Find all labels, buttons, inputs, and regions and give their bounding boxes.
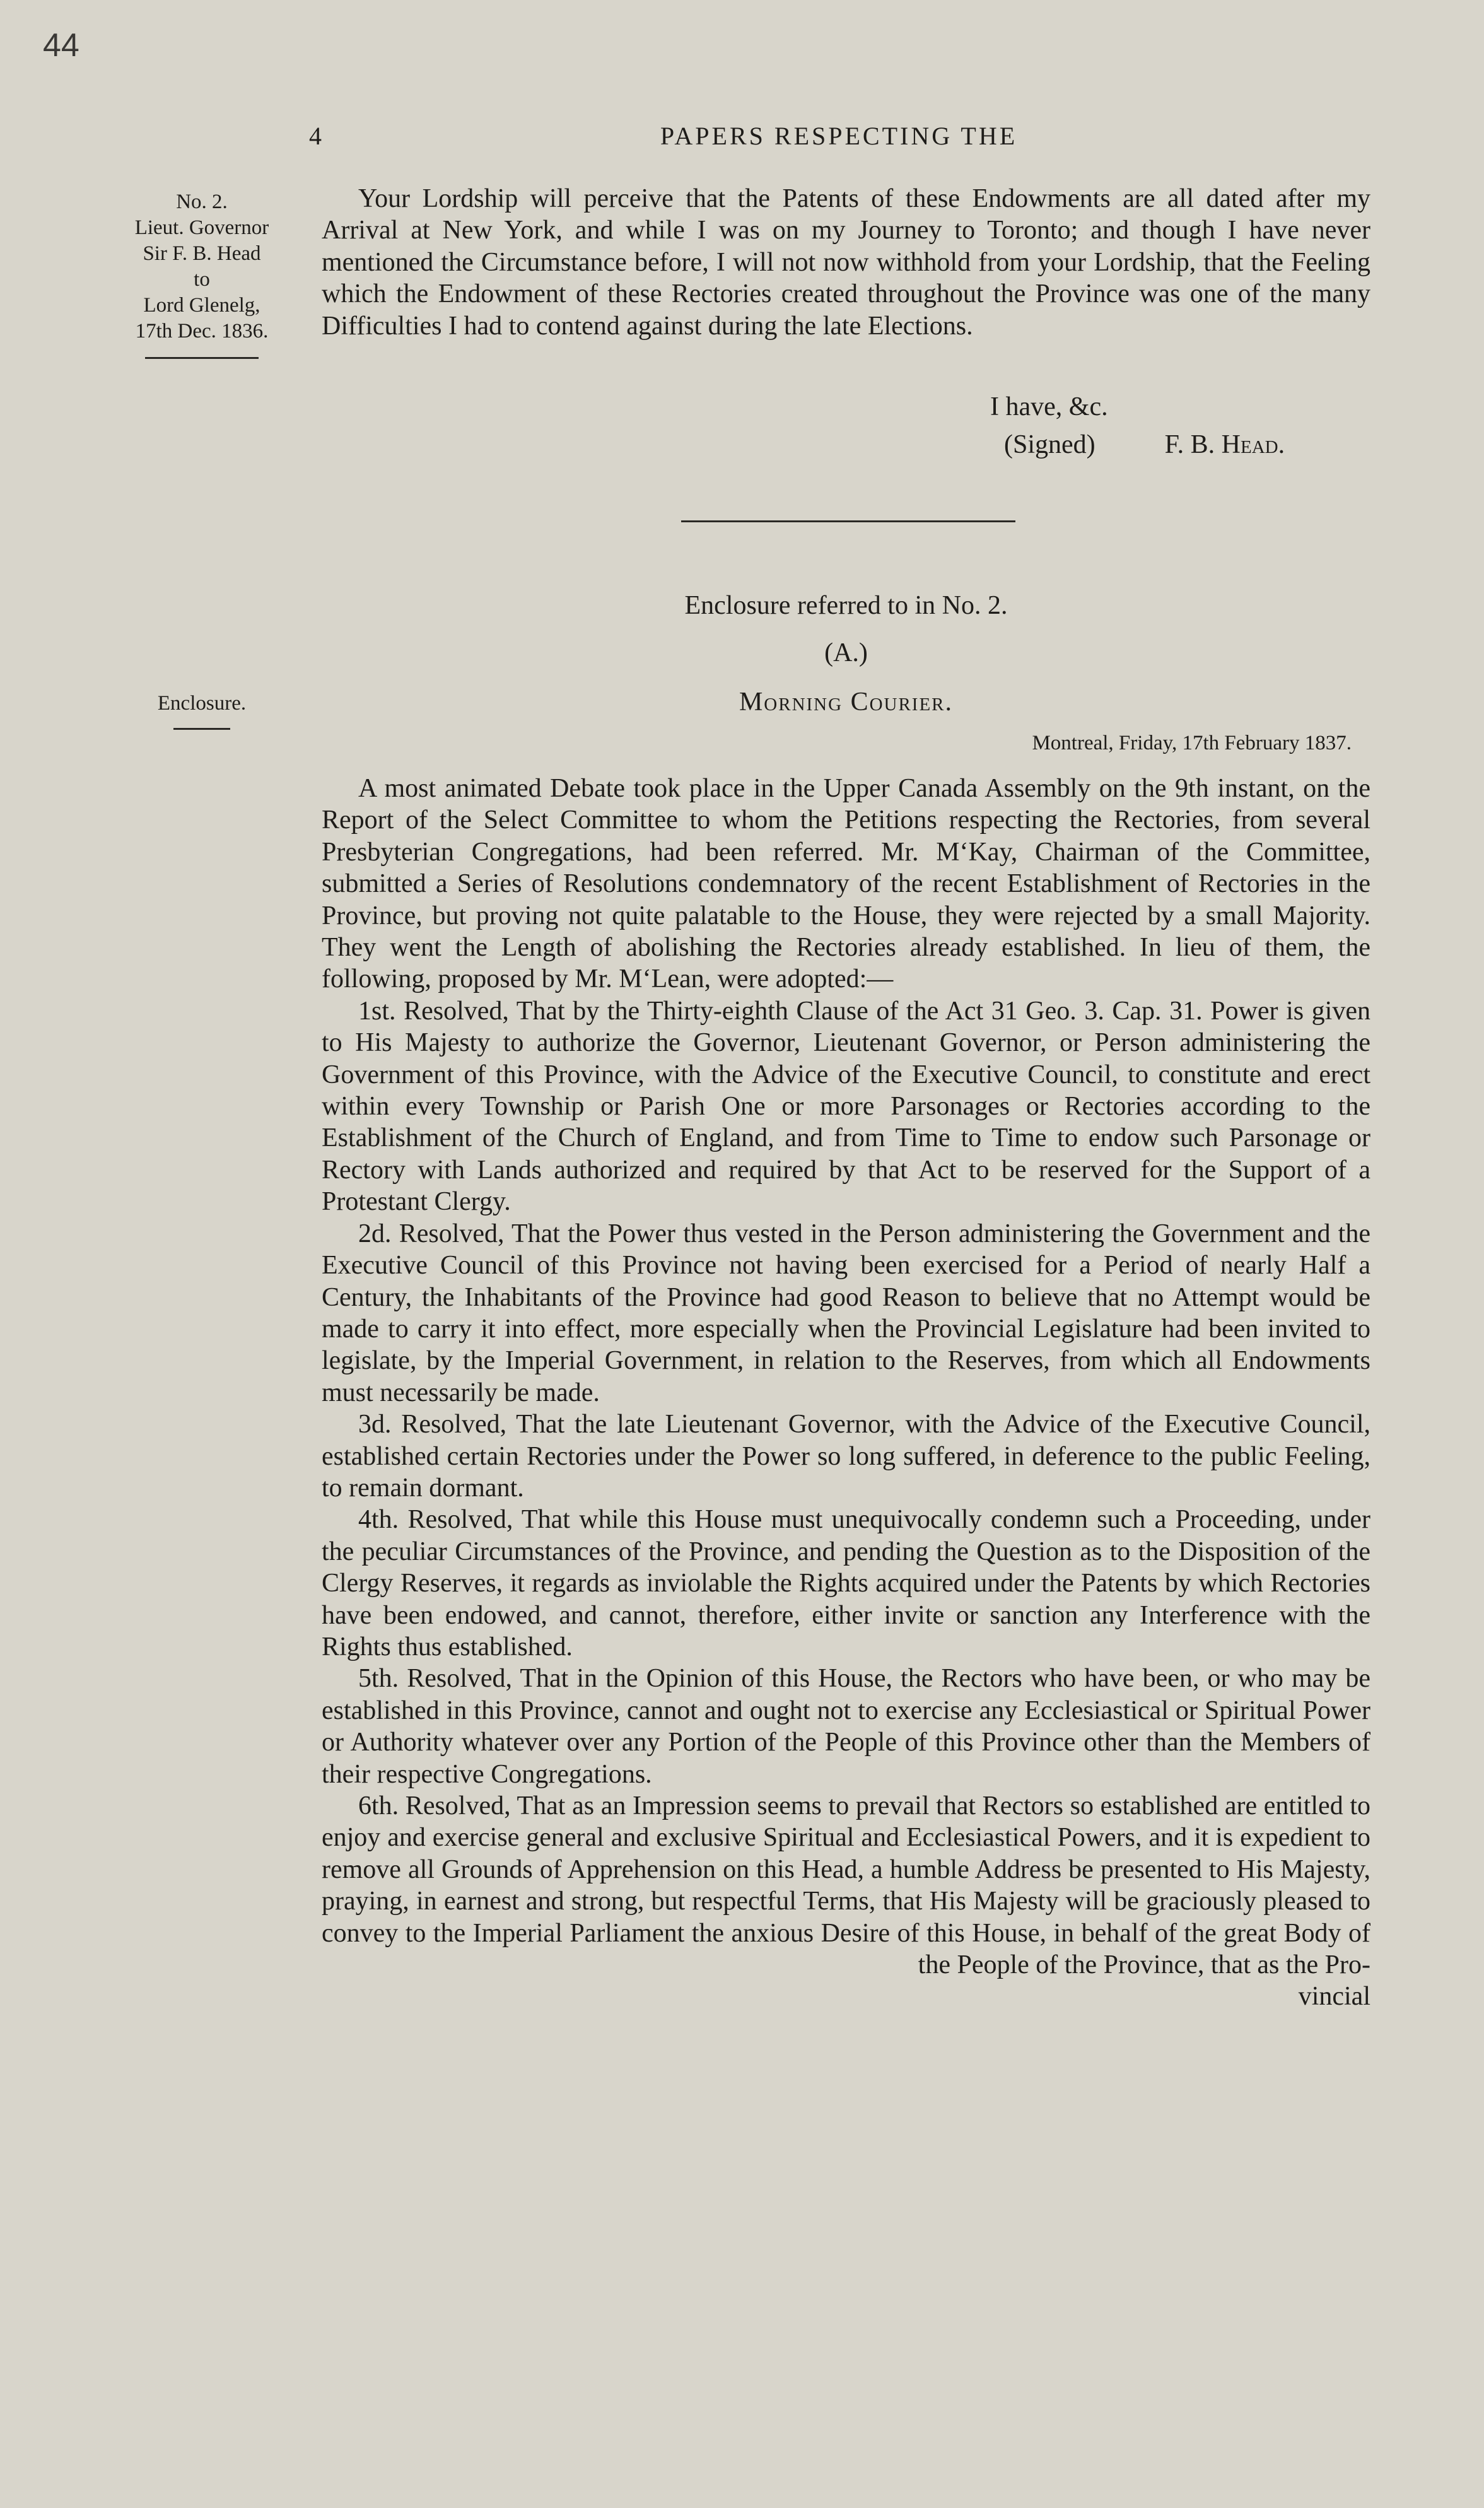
resolution-paragraph: 3d. Resolved, That the late Lieutenant Governor, with the Advice of the Executive Council, established certain Rectories under the Power so long suffered, in deference to the public Feeling, to remain dormant. xyxy=(322,1410,1370,1503)
letter-closing: I have, &c. xyxy=(990,392,1108,421)
margin-note-line: Lieut. Governor xyxy=(134,216,269,239)
enclosure-paragraph: A most animated Debate took place in the Upper Canada Assembly on the 9th instant, on the Report of the Select Committee to whom the Petitions respecting the Rectories, from several Presbyterian Congregations, had been referred. Mr. M‘Kay, Chairman of the Committee, submitted a Series of Resolutions condemnatory of the recent Establishment of Rectories in the Province, but proving not quite palatable to the House, they were rejected by a small Majority. They went the Length of abolishing the Rectories already established. In lieu of them, the following, proposed by Mr. M‘Lean, were adopted:— xyxy=(322,774,1370,994)
margin-note-line: Sir F. B. Head xyxy=(143,242,261,265)
running-head-title: PAPERS RESPECTING THE xyxy=(660,122,1018,150)
margin-note-line: 17th Dec. 1836. xyxy=(135,320,269,343)
signature: F. B. Head. xyxy=(1164,430,1285,459)
resolution-paragraph: 2d. Resolved, That the Power thus vested in the Person administering the Government and the Executive Council of this Province not having been exercised for a Period of nearly Half a Century, the Inhabitants of the Province had good Reason to believe that no Attempt would be made to carry it into effect, more especially when the Provincial Legislature had been invited to legislate, by the Imperial Government, in relation to the Reserves, from which all Endowments must necessarily be made. xyxy=(322,1219,1370,1407)
letter-paragraph: Your Lordship will perceive that the Patents of these Endowments are all dated after my Arrival at New York, and while I was on my Journey to Toronto; and though I have never mentioned the Circumstance before, I will not now withhold from your Lordship, that the Feeling which the Endowment of these Rectories created throughout the Province was one of the many Difficulties I had to contend against during the late Elections. xyxy=(322,184,1370,341)
margin-rule xyxy=(173,728,230,730)
margin-note-line: Lord Glenelg, xyxy=(143,294,260,317)
signed-label: (Signed) xyxy=(1004,430,1095,459)
dateline: Montreal, Friday, 17th February 1837. xyxy=(1032,732,1352,754)
margin-note-line: to xyxy=(194,268,210,291)
letter-body xyxy=(322,183,1370,342)
catchword: vincial xyxy=(1298,1982,1370,2012)
enclosure-body xyxy=(322,773,1370,2013)
margin-note-line: No. 2. xyxy=(176,190,228,213)
resolution-paragraph: 5th. Resolved, That in the Opinion of this House, the Rectors who have been, or who may be established in this Province, cannot and ought not to exercise any Ecclesiastical or Spiritual Power or Authority whatever over any Portion of the People of this Province other than the Members of their respective Congregations. xyxy=(322,1664,1370,1789)
margin-note xyxy=(101,189,303,359)
resolution-paragraph: 6th. Resolved, That as an Impression seems to prevail that Rectors so established are entitled to enjoy and exercise general and exclusive Spiritual and Ecclesiastical Powers, and it is expedient to remove all Grounds of Apprehension on this Head, a humble Address be presented to His Majesty, praying, in earnest and strong, but respectful Terms, that His Majesty will be graciously pleased to convey to the Imperial Parliament the anxious Desire of this House, in behalf of the great Body of the People of the Province, that as the Pro- xyxy=(322,1791,1370,1980)
section-divider xyxy=(681,520,1015,522)
enclosure-letter-label: (A.) xyxy=(824,638,868,667)
page-number: 44 xyxy=(43,27,79,64)
enclosure-heading: Enclosure referred to in No. 2. xyxy=(684,591,1008,620)
enclosure-margin-label: Enclosure. xyxy=(157,692,247,715)
resolution-paragraph: 4th. Resolved, That while this House must unequivocally condemn such a Proceeding, under the peculiar Circumstances of the Province, and pending the Question as to the Disposition of the Clergy Reserves, it regards as inviolable the Rights acquired under the Patents by which Rectories have been endowed, and cannot, therefore, either invite or sanction any Interference with the Rights thus established. xyxy=(322,1505,1370,1661)
running-head-page-number: 4 xyxy=(309,122,324,150)
margin-rule xyxy=(145,357,259,359)
enclosure-margin-note xyxy=(101,691,303,730)
resolution-paragraph: 1st. Resolved, That by the Thirty-eighth Clause of the Act 31 Geo. 3. Cap. 31. Power is given to His Majesty to authorize the Governor, Lieutenant Governor, or Person administering the Government of this Province, with the Advice of the Executive Council, to constitute and erect within every Township or Parish One or more Parsonages or Rectories according to the Establishment of the Church of England, and from Time to Time to endow such Parsonage or Rectory with Lands authorized and required by that Act to be reserved for the Support of a Protestant Clergy. xyxy=(322,996,1370,1217)
newspaper-title: Morning Courier. xyxy=(739,688,954,717)
letter-signoff xyxy=(322,388,1370,464)
